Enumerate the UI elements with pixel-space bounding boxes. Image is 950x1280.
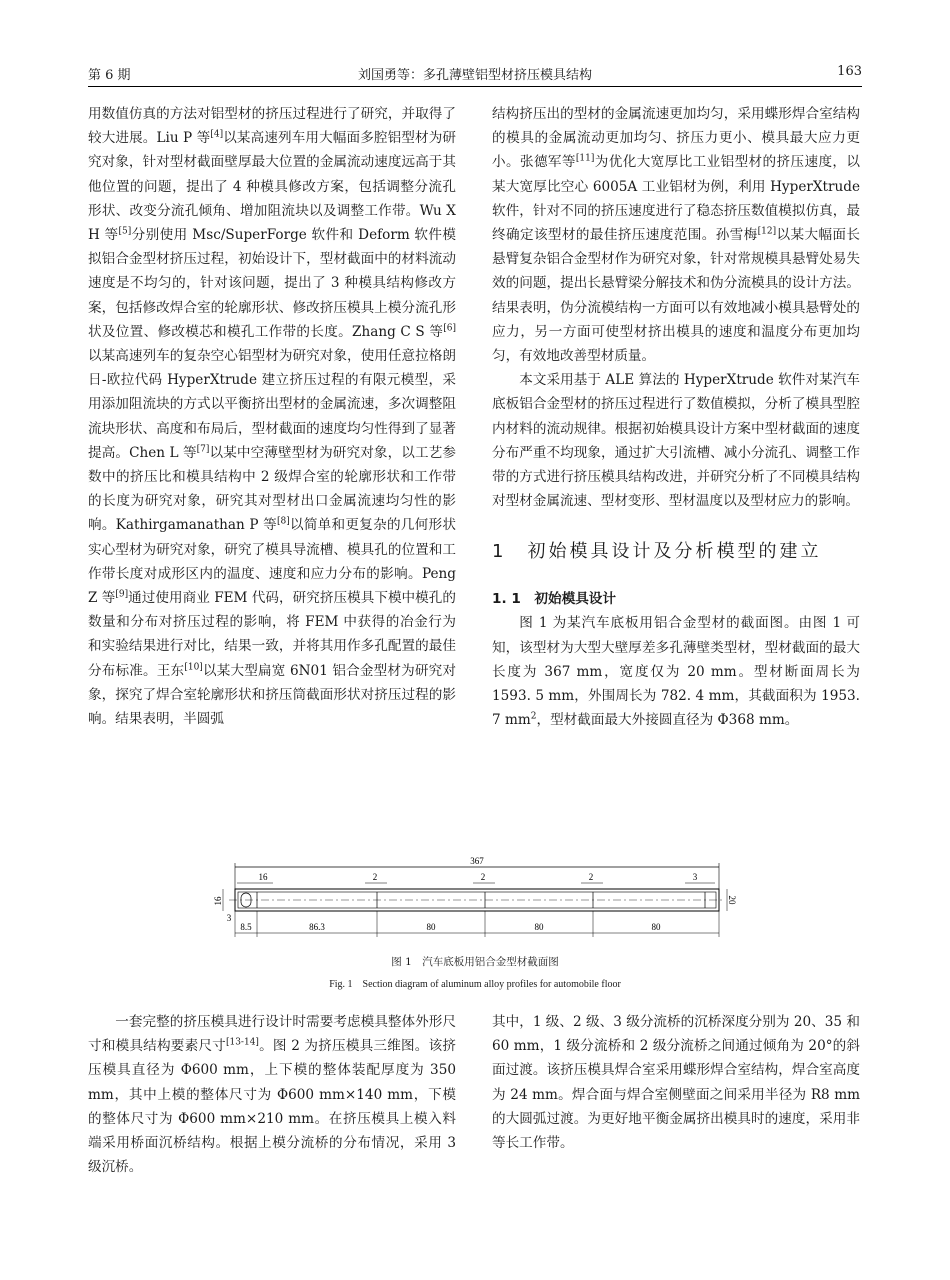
dim-label: 2 <box>372 872 378 882</box>
paragraph-bridge-detail: 其中，1 级、2 级、3 级分流桥的沉桥深度分别为 20、35 和 60 mm，1 级分流桥和 2 级分流桥之间通过倾角为 20°的斜面过渡。该挤压模具焊合室采用蝶形焊合室结构，焊合室高度为 24 mm。焊合面与焊合室侧壁面之间采用半径为 R8 mm 的大圆弧过渡。为更好地平衡金属挤出模具时的速度，采用非等长工作带。 <box>492 1014 860 1152</box>
left-column-top <box>88 102 456 731</box>
running-title: 刘国勇等：多孔薄壁铝型材挤压模具结构 <box>357 68 592 83</box>
paragraph-literature-review: 用数值仿真的方法对铝型材的挤压过程进行了研究，并取得了较大进展。Liu P 等[4]以某高速列车用大幅面多腔铝型材为研究对象，针对型材截面壁厚最大位置的金属流动速度远高于其他位置的问题，提出了 4 种模具修改方案，包括调整分流孔形状、改变分流孔倾角、增加阻流块以及调整工作带。Wu X H 等[5]分别使用 Msc/SuperForge 软件和 Deform 软件模拟铝合金型材挤压过程，初始设计下，型材截面中的材料流动速度是不均匀的，针对该问题，提出了 3 种模具结构修改方案，包括修改焊合室的轮廓形状、修改挤压模具上模分流孔形状及位置、修改模芯和模孔工作带的长度。Zhang C S 等[6]以某高速列车的复杂空心铝型材为研究对象，使用任意拉格朗日-欧拉代码 HyperXtrude 建立挤压过程的有限元模型，采用添加阻流块的方式以平衡挤出型材的金属流速，多次调整阻流块形状、高度和布局后，型材截面的速度均匀性得到了显著提高。Chen L 等[7]以某中空薄壁型材为研究对象，以工艺参数中的挤压比和模具结构中 2 级焊合室的轮廓形状和工作带的长度为研究对象，研究其对型材出口金属流速均匀性的影响。Kathirgamanathan P 等[8]以简单和更复杂的几何形状实心型材为研究对象，研究了模具导流槽、模具孔的位置和工作带长度对成形区内的温度、速度和应力分布的影响。Peng Z 等[9]通过使用商业 FEM 代码，研究挤压模具下模中模孔的数量和分布对挤压过程的影响，将 FEM 中获得的冶金行为和实验结果进行对比，结果一致，并将其用作多孔配置的最佳分布标准。王东[10]以某大型扁宽 6N01 铝合金型材为研究对象，探究了焊合室轮廓形状和挤压筒截面形状对挤压过程的影响。结果表明，半圆弧 <box>88 106 457 728</box>
header-rule <box>88 86 862 87</box>
dim-label: 8.5 <box>240 922 252 932</box>
citation: [8] <box>276 516 290 527</box>
dim-label: 2 <box>588 872 594 882</box>
citation: [7] <box>196 444 210 455</box>
issue-number: 第 6 期 <box>88 68 131 83</box>
running-header <box>88 64 862 86</box>
dim-label: 3 <box>692 872 698 882</box>
subsection-heading: 1. 1 初始模具设计 <box>492 591 616 608</box>
dim-label: 2 <box>480 872 486 882</box>
dim-label: 16 <box>213 896 223 906</box>
dim-label: 80 <box>651 922 661 932</box>
paragraph-literature-cont: 结构挤压出的型材的金属流速更加均匀，采用蝶形焊合室结构的模具的金属流动更加均匀、挤压力更小、模具最大应力更小。张德军等[11]为优化大宽厚比工业铝型材的挤压速度，以某大宽厚比空心 6005A 工业铝材为例，利用 HyperXtrude 软件，针对不同的挤压速度进行了稳态挤压数值模拟仿真，最终确定该型材的最佳挤压速度范围。孙雪梅[12]以某大幅面长悬臂复杂铝合金型材作为研究对象，针对常规模具悬臂处易失效的问题，提出长悬臂梁分解技术和伪分流模具的设计方法。结果表明，伪分流模结构一方面可以有效地减小模具悬臂处的应力，另一方面可使型材挤出模具的速度和温度分布更加均匀，有效地改善型材质量。 <box>492 106 861 365</box>
paragraph-die-design: 一套完整的挤压模具进行设计时需要考虑模具整体外形尺寸和模具结构要素尺寸[13-14]。图 2 为挤压模具三维图。该挤压模具直径为 Φ600 mm，上下模的整体装配厚度为 350 mm，其中上模的整体尺寸为 Φ600 mm×140 mm，下模的整体尺寸为 Φ600 mm×210 mm。在挤压模具上模入料端采用桥面沉桥结构。根据上模分流桥的分布情况，采用 3 级沉桥。 <box>88 1014 456 1176</box>
citation: [13-14] <box>225 1037 259 1048</box>
paragraph-initial-die: 图 1 为某汽车底板用铝合金型材的截面图。由图 1 可知，该型材为大型大壁厚差多孔薄壁类型材，型材截面的最大长度为 367 mm，宽度仅为 20 mm。型材断面周长为 1593. 5 mm，外围周长为 782. 4 mm，其截面积为 1953. 7 mm$^2$，型材截面最大外接圆直径为 Φ368 mm。 <box>492 615 860 729</box>
left-column-bottom <box>88 1010 456 1179</box>
section-heading: 1 初始模具设计及分析模型的建立 <box>492 541 822 563</box>
dim-label: 16 <box>258 872 268 882</box>
right-column-bottom <box>492 1010 860 1155</box>
dim-label: 80 <box>534 922 544 932</box>
citation: [5] <box>118 226 132 237</box>
dim-label: 86.3 <box>309 922 325 932</box>
page-number: 163 <box>837 64 862 79</box>
figure-caption-en: Fig. 1 Section diagram of aluminum alloy profiles for automobile floor <box>329 979 621 990</box>
dim-total: 367 <box>470 856 484 866</box>
citation: [4] <box>210 129 224 140</box>
citation: [10] <box>184 662 203 673</box>
citation: [6] <box>443 323 456 334</box>
dim-label: 20 <box>727 895 737 905</box>
dim-label: 3 <box>226 913 232 923</box>
citation: [11] <box>575 153 595 164</box>
dim-label: 80 <box>426 922 436 932</box>
paragraph-this-work: 本文采用基于 ALE 算法的 HyperXtrude 软件对某汽车底板铝合金型材的挤压过程进行了数值模拟，分析了模具型腔内材料的流动规律。根据初始模具设计方案中型材截面的速度分布严重不均现象，通过扩大引流槽、减小分流孔、调整工作带的方式进行挤压模具结构改进，并研究分析了不同模具结构对型材金属流速、型材变形、型材温度以及型材应力的影响。 <box>492 372 860 510</box>
citation: [12] <box>757 226 777 237</box>
figure-1-section-diagram <box>215 855 735 945</box>
right-column-top <box>492 102 860 732</box>
citation: [9] <box>115 589 129 600</box>
figure-caption-cn: 图 1 汽车底板用铝合金型材截面图 <box>391 956 559 968</box>
